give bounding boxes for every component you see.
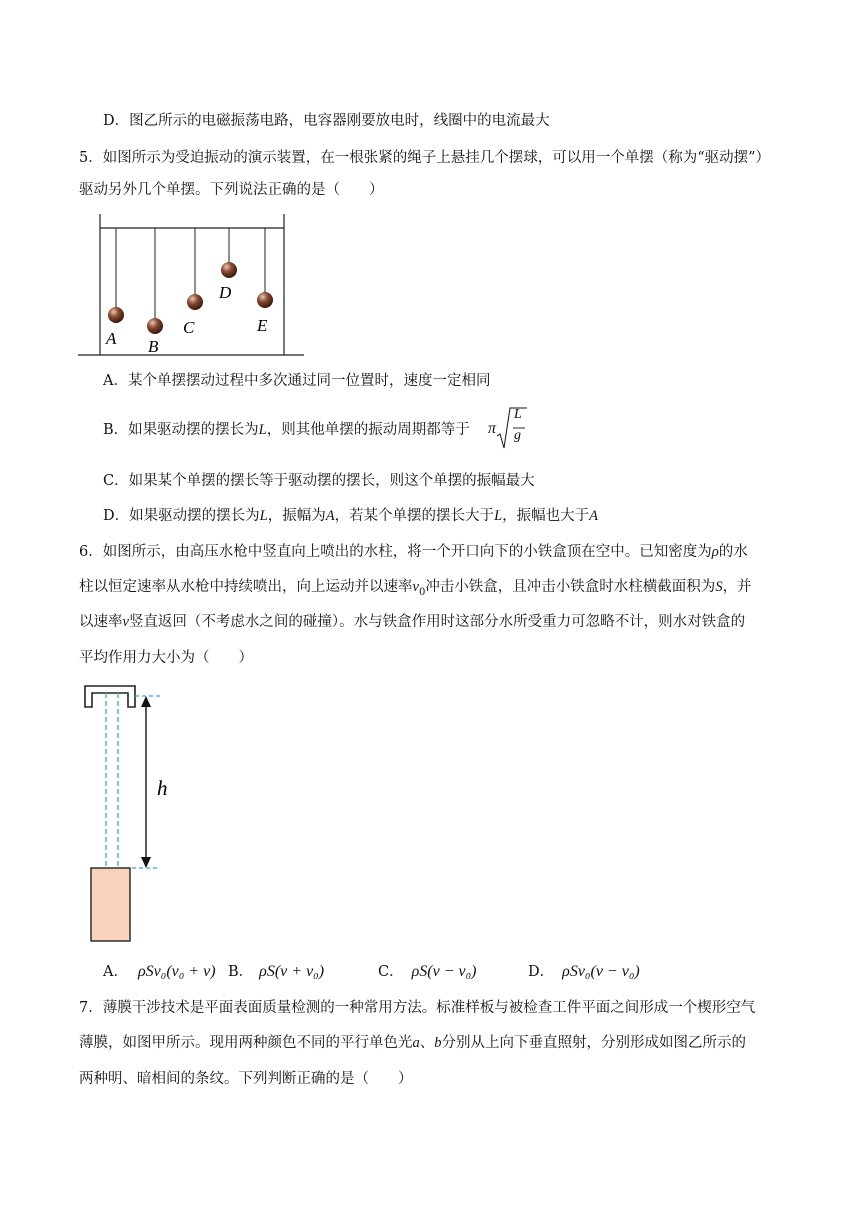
height-label: h (157, 776, 168, 800)
q4-option-d: D．图乙所示的电磁振荡电路，电容器刚要放电时，线圈中的电流最大 (103, 113, 550, 129)
ball-b (147, 318, 163, 334)
q6-stem-line1: 6．如图所示，由高压水枪中竖直向上喷出的水柱，将一个开口向下的小铁盒顶在空中。已知密度为ρ的水 (79, 544, 748, 560)
ball-a (108, 307, 124, 323)
q7-stem-line1: 7．薄膜干涉技术是平面表面质量检测的一种常用方法。标准样板与被检查工件平面之间形成一个楔形空气 (79, 1000, 756, 1016)
label-d: D (219, 283, 232, 302)
q6-option-b: B． ρS(v + v₀) (228, 963, 325, 980)
label-c: C (183, 318, 195, 337)
q5-option-b: B．如果驱动摆的摆长为L，则其他单摆的振动周期都等于 (103, 422, 470, 438)
water-gun (91, 868, 130, 941)
q5-option-a: A．某个单摆摆动过程中多次通过同一位置时，速度一定相同 (103, 373, 491, 389)
q6-stem-line2: 柱以恒定速率从水枪中持续喷出，向上运动并以速率$v_0$冲击小铁盒，且冲击小铁盒时水柱横截面积为S，并 (79, 579, 752, 598)
q5-option-d: D．如果驱动摆的摆长为L，振幅为A，若某个单摆的摆长大于L，振幅也大于A (103, 508, 598, 524)
q7-stem-line2: 薄膜，如图甲所示。现用两种颜色不同的平行单色光a、b分别从上向下垂直照射，分别形成如图乙所示的 (79, 1035, 746, 1051)
ball-d (221, 262, 237, 278)
label-b: B (148, 337, 159, 356)
q5-stem-line2: 驱动另外几个单摆。下列说法正确的是（ ） (79, 182, 384, 198)
q5-pendulum-figure (78, 200, 308, 362)
q6-water-column-figure (80, 683, 190, 945)
ball-e (257, 292, 273, 308)
iron-box (85, 686, 135, 707)
label-a: A (106, 329, 117, 348)
q6-stem-line3: 以速率v竖直返回（不考虑水之间的碰撞）。水与铁盒作用时这部分水所受重力可忽略不计，则水对铁盒的 (79, 614, 746, 630)
q7-stem-line3: 两种明、暗相间的条纹。下列判断正确的是（ ） (79, 1071, 413, 1087)
q5-option-b-formula: π L g (488, 404, 528, 452)
q6-option-c: C． ρS(v − v₀) (378, 963, 477, 980)
q5-stem-line1: 5．如图所示为受迫振动的演示装置，在一根张紧的绳子上悬挂几个摆球，可以用一个单摆（称为“驱动摆”） (79, 150, 771, 166)
ball-c (187, 294, 203, 310)
label-e: E (257, 316, 268, 335)
q6-stem-line4: 平均作用力大小为（ ） (79, 650, 253, 666)
q6-option-a: A． ρSv₀(v₀ + v) (103, 963, 216, 980)
q5-option-c: C．如果某个单摆的摆长等于驱动摆的摆长，则这个单摆的振幅最大 (103, 473, 535, 489)
q6-option-d: D． ρSv₀(v − v₀) (528, 963, 640, 980)
